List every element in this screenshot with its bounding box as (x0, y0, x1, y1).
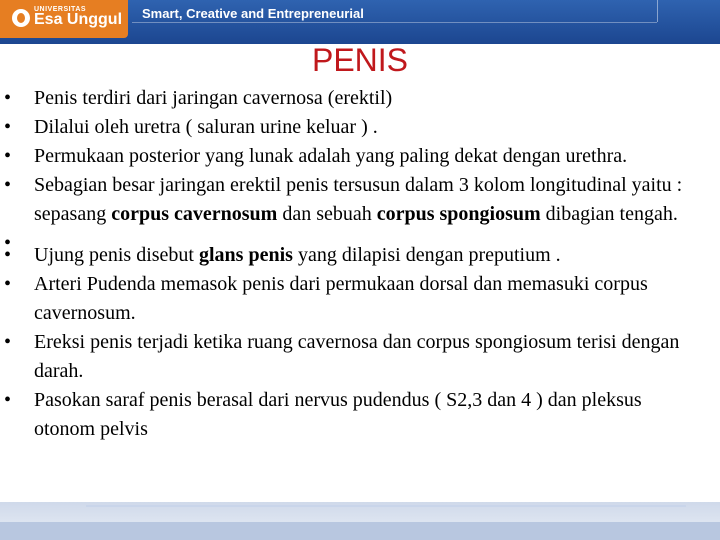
bullet-item (0, 113, 720, 142)
bold-term: corpus cavernosum (111, 203, 278, 225)
tagline: Smart, Creative and Entrepreneurial (142, 6, 364, 21)
university-logo (0, 0, 128, 38)
bullet-item (0, 171, 720, 229)
bullet-item (0, 142, 720, 171)
bullet-text: Ereksi penis terjadi ketika ruang cavernosa dan corpus spongiosum terisi dengan darah. (34, 331, 680, 382)
bullet-list (0, 84, 720, 444)
bullet-text: Arteri Pudenda memasok penis dari permukaan dorsal dan memasuki corpus cavernosum. (34, 273, 648, 324)
bullet-text: yang dilapisi dengan preputium . (292, 244, 561, 266)
bullet-item (0, 270, 720, 328)
bullet-item (0, 241, 720, 270)
header-divider (132, 22, 657, 23)
logo-text: Esa Unggul (34, 11, 123, 28)
footer-line (86, 505, 686, 507)
bullet-text: Penis terdiri dari jaringan cavernosa (erektil) (34, 87, 393, 109)
bold-term: corpus spongiosum (376, 203, 541, 225)
bullet-item (0, 84, 720, 113)
bullet-gap (0, 229, 720, 241)
bullet-text: Dilalui oleh uretra ( saluran urine keluar ) . (34, 116, 378, 138)
bullet-text: dibagian tengah. (540, 203, 678, 225)
logo-subtext: UNIVERSITAS (34, 6, 87, 13)
slide-title: PENIS (311, 42, 409, 78)
header-bar (0, 0, 720, 44)
footer-bar (0, 522, 720, 540)
logo-icon (12, 9, 30, 27)
bullet-text: Ujung penis disebut (34, 244, 199, 266)
header-frame-line (657, 0, 658, 22)
bullet-item (0, 386, 720, 444)
bullet-item (0, 328, 720, 386)
bullet-text: Sebagian besar jaringan erektil penis tersusun dalam 3 kolom longitudinal yaitu : sepasang (34, 174, 683, 225)
bullet-text: Permukaan posterior yang lunak adalah yang paling dekat dengan urethra. (34, 145, 628, 167)
bullet-text: Pasokan saraf penis berasal dari nervus pudendus ( S2,3 dan 4 ) dan pleksus otonom pelvis (34, 389, 642, 440)
bold-term: glans penis (199, 244, 293, 266)
bullet-text: dan sebuah (277, 203, 377, 225)
